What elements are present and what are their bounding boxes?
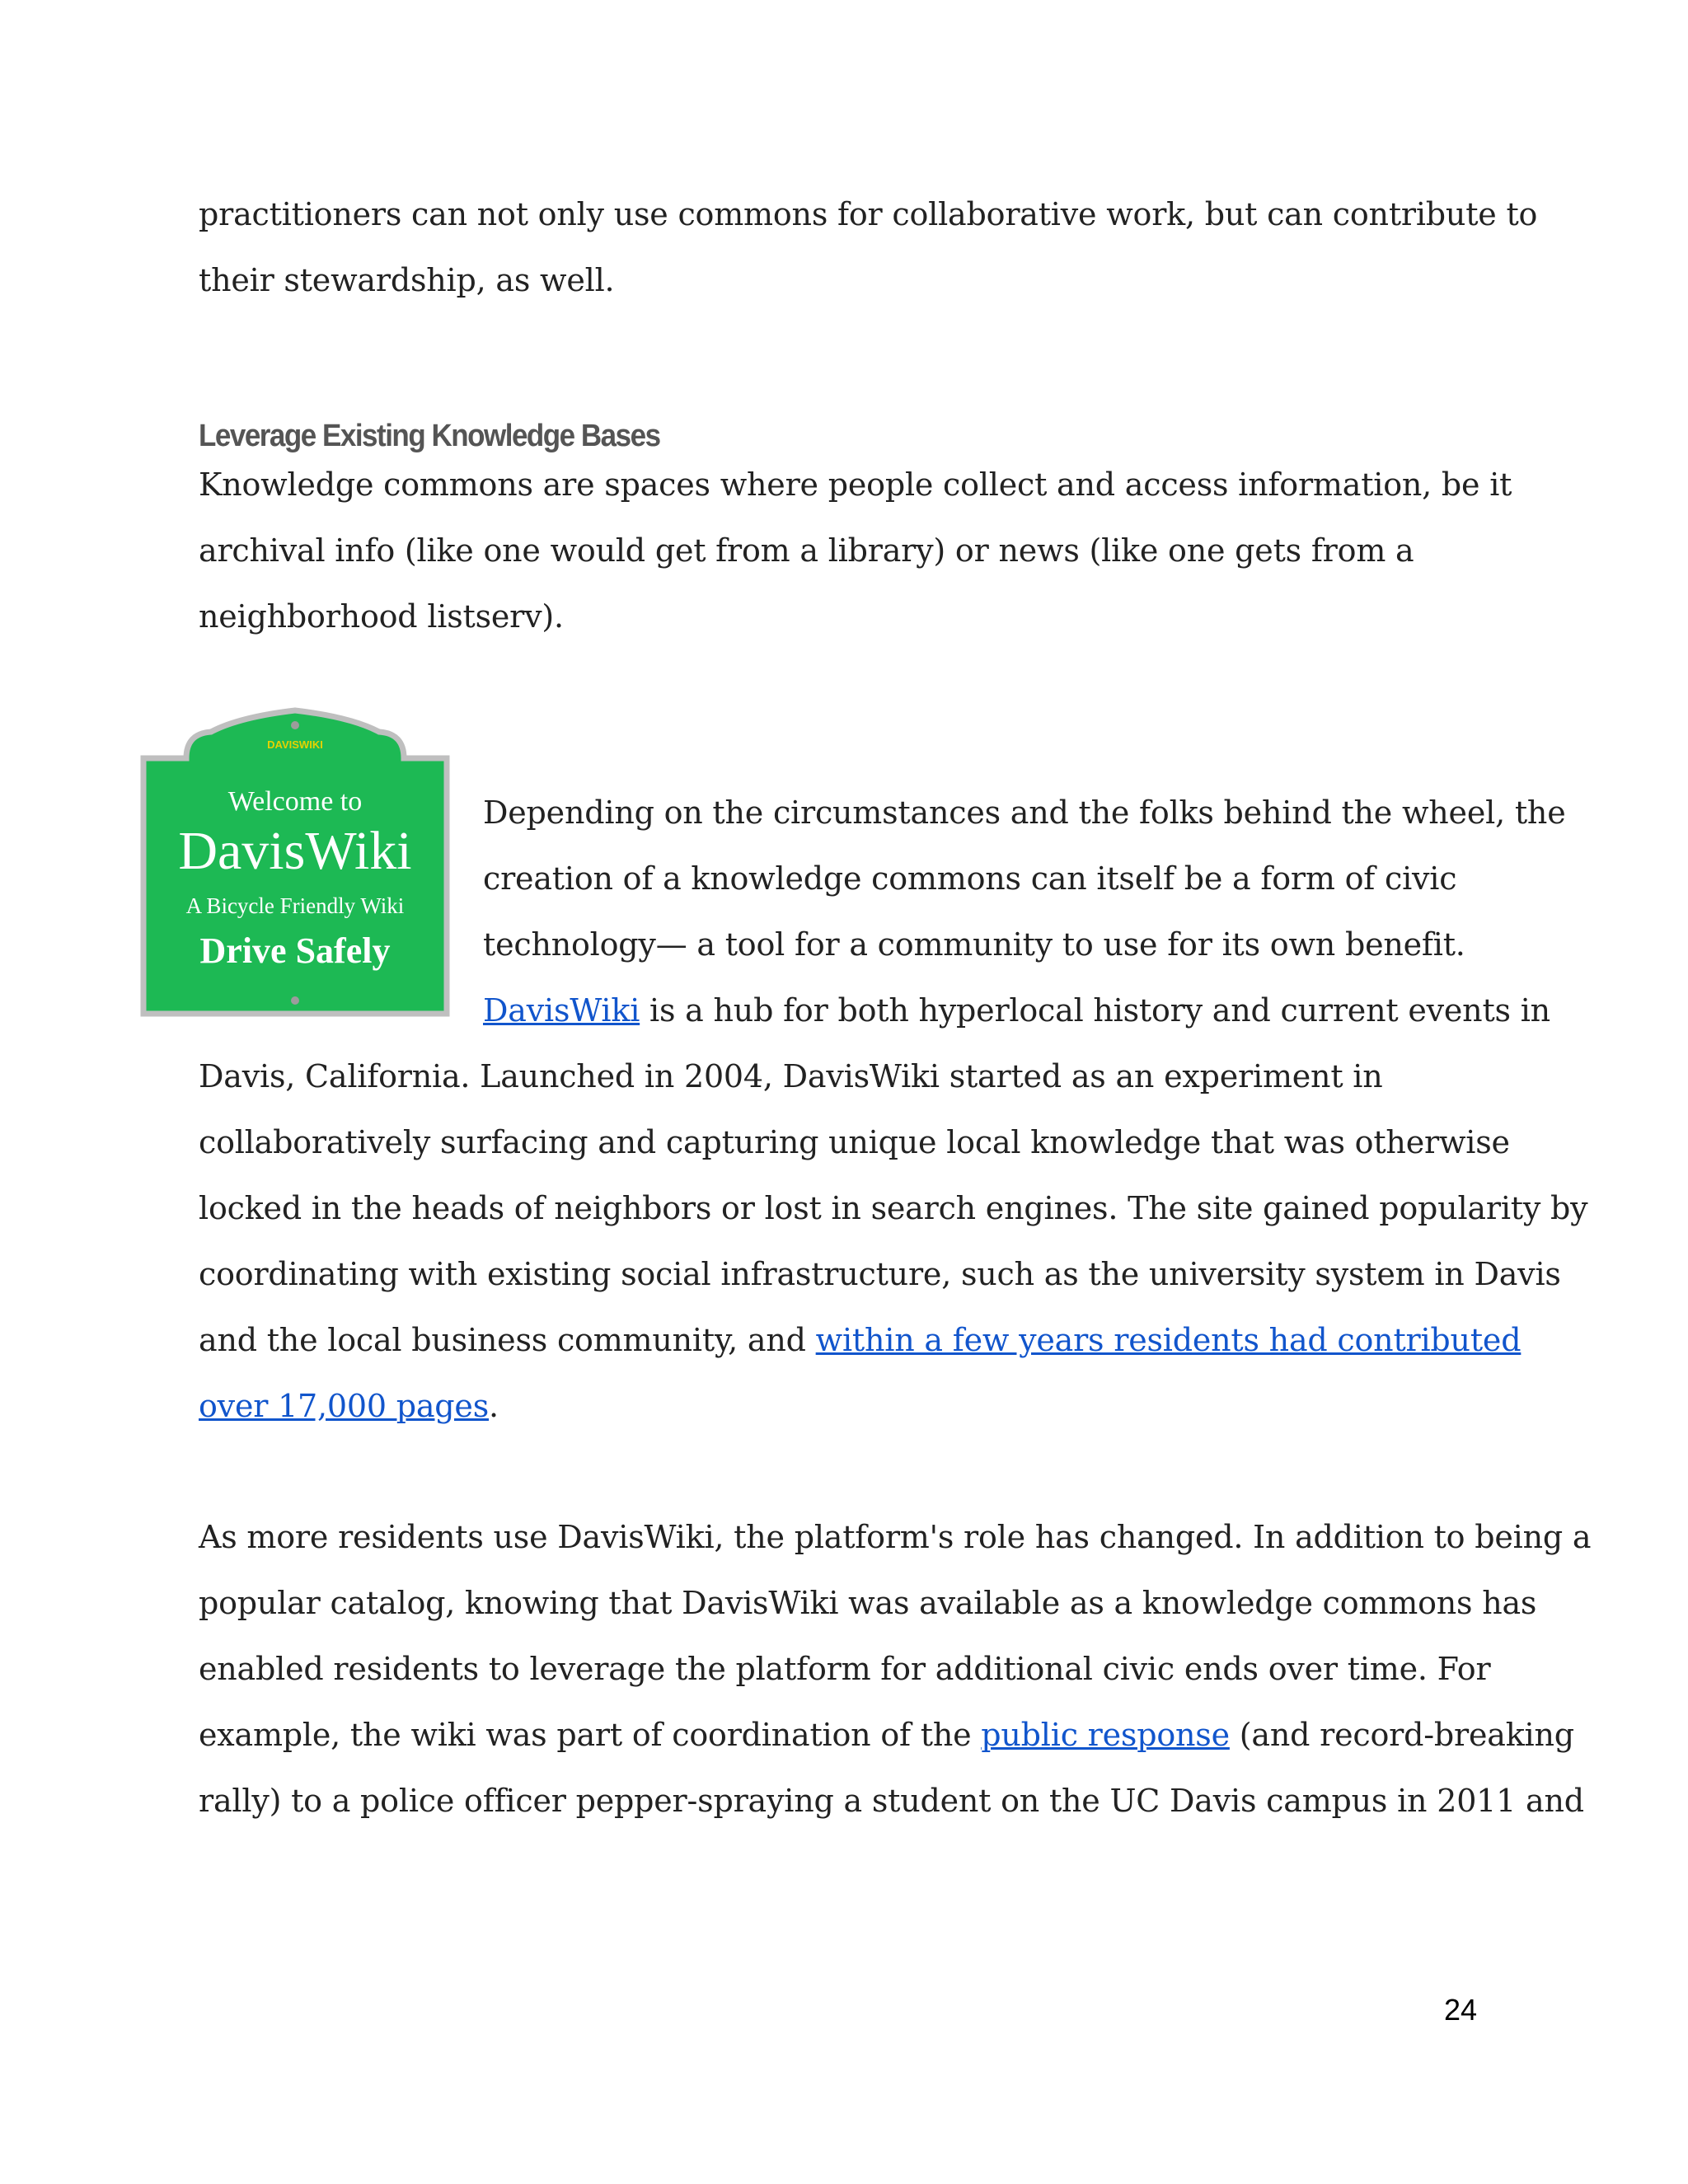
text-line: enabled residents to leverage the platform for additional civic ends over time. For bbox=[199, 1651, 1491, 1687]
text-span: is a hub for both hyperlocal history and current events in bbox=[640, 992, 1550, 1029]
text-line: locked in the heads of neighbors or lost in search engines. The site gained popularity by bbox=[199, 1190, 1588, 1226]
contributed-pages-link[interactable]: within a few years residents had contributed bbox=[815, 1322, 1522, 1358]
text-line bbox=[483, 992, 1550, 1029]
sign-motto: Drive Safely bbox=[199, 930, 391, 971]
text-span: and the local business community, and bbox=[199, 1322, 816, 1358]
daviswiki-link[interactable]: DavisWiki bbox=[483, 992, 640, 1029]
text-span: (and record-breaking bbox=[1229, 1717, 1574, 1753]
sign-bolt bbox=[291, 721, 299, 729]
text-line: collaboratively surfacing and capturing unique local knowledge that was otherwise bbox=[199, 1124, 1510, 1160]
text-line: rally) to a police officer pepper-spraying a student on the UC Davis campus in 2011 and bbox=[199, 1783, 1584, 1819]
text-line: As more residents use DavisWiki, the platform's role has changed. In addition to being a bbox=[199, 1519, 1592, 1555]
page-number: 24 bbox=[1444, 1993, 1478, 2027]
text-line: Knowledge commons are spaces where people collect and access information, be it bbox=[199, 466, 1512, 503]
text-line: coordinating with existing social infrastructure, such as the university system in Davis bbox=[199, 1256, 1561, 1292]
road-sign-graphic bbox=[140, 707, 450, 1020]
sign-title: DavisWiki bbox=[178, 821, 412, 881]
text-line: popular catalog, knowing that DavisWiki was available as a knowledge commons has bbox=[199, 1585, 1537, 1621]
sign-bolt bbox=[291, 996, 299, 1005]
text-line: Depending on the circumstances and the folks behind the wheel, the bbox=[483, 794, 1566, 831]
text-line bbox=[199, 1322, 1521, 1358]
text-line: their stewardship, as well. bbox=[199, 262, 615, 298]
text-line: practitioners can not only use commons for collaborative work, but can contribute to bbox=[199, 196, 1538, 232]
sign-tagline: A Bicycle Friendly Wiki bbox=[185, 893, 405, 918]
text-line: neighborhood listserv). bbox=[199, 598, 564, 635]
sign-logo-text: DAVISWIKI bbox=[267, 738, 323, 751]
text-line: creation of a knowledge commons can itself be a form of civic bbox=[483, 860, 1457, 897]
sign-welcome: Welcome to bbox=[227, 786, 363, 817]
text-span: . bbox=[489, 1388, 499, 1424]
text-line: technology— a tool for a community to use for its own benefit. bbox=[483, 926, 1465, 963]
text-line bbox=[199, 1717, 1574, 1753]
section-heading: Leverage Existing Knowledge Bases bbox=[199, 419, 660, 453]
text-line bbox=[199, 1388, 499, 1424]
text-line: Davis, California. Launched in 2004, DavisWiki started as an experiment in bbox=[199, 1058, 1383, 1094]
text-span: example, the wiki was part of coordination of the bbox=[199, 1717, 982, 1753]
daviswiki-sign-image bbox=[140, 707, 450, 1020]
public-response-link[interactable]: public response bbox=[981, 1717, 1230, 1753]
text-line: archival info (like one would get from a library) or news (like one gets from a bbox=[199, 532, 1414, 569]
contributed-pages-link-continued[interactable]: over 17,000 pages bbox=[199, 1388, 490, 1424]
